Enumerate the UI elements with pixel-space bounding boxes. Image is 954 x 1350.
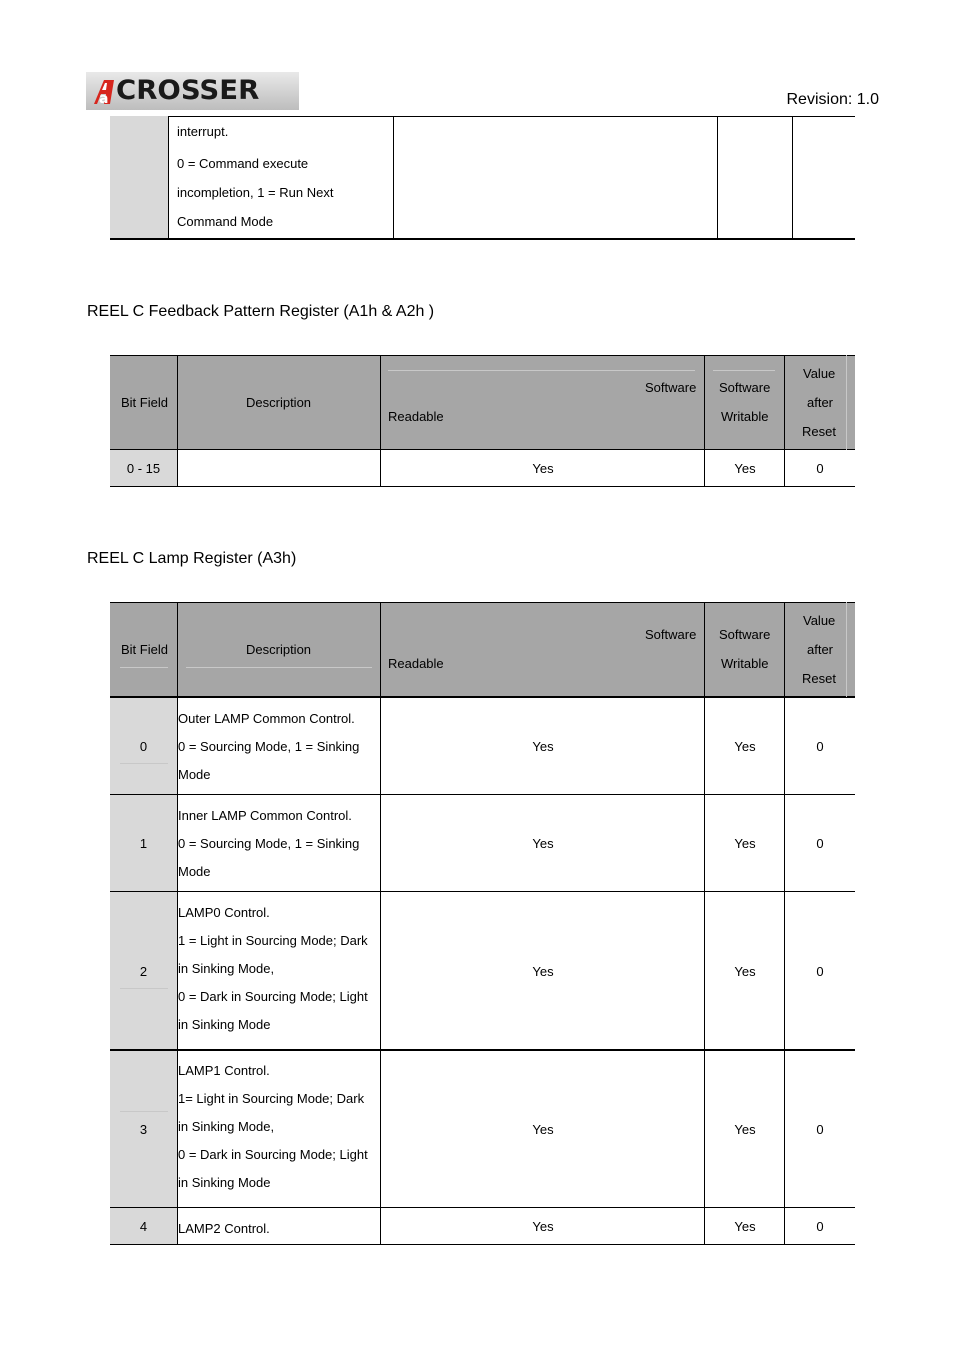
table-row [110, 892, 855, 1050]
header-description: Description [246, 642, 312, 657]
description-line: incompletion, 1 = Run Next [177, 185, 334, 200]
table-row [110, 1050, 855, 1208]
revision-label: Revision: 1.0 [786, 91, 879, 108]
header-reset: Reset [802, 424, 836, 439]
description-cell [178, 795, 380, 892]
table-header-row [110, 602, 855, 697]
bit-field-cell: 3 [110, 1050, 177, 1208]
feedback-register-table [110, 355, 855, 487]
brand-logo [86, 72, 299, 110]
svg-text:a: a [99, 91, 109, 107]
writable-cell: Yes [734, 1121, 756, 1137]
description-line: 0 = Dark in Sourcing Mode; Light [178, 1147, 368, 1162]
readable-cell: Yes [532, 1218, 554, 1234]
header-writable: Writable [721, 409, 769, 424]
bit-field-cell: 2 [110, 892, 177, 1050]
reset-value-cell: 0 [816, 836, 824, 851]
table-row [110, 795, 855, 892]
readable-cell: Yes [532, 1121, 554, 1137]
readable-cell: Yes [532, 739, 554, 754]
description-line: in Sinking Mode [178, 1017, 271, 1032]
readable-cell: Yes [532, 460, 554, 476]
description-cell [178, 1208, 380, 1244]
bit-field-cell: 0 - 15 [110, 450, 177, 486]
reset-value-cell: 0 [816, 1121, 824, 1137]
description-line: interrupt. [177, 124, 229, 139]
reset-value-cell: 0 [816, 1218, 824, 1234]
header-after: after [807, 395, 834, 410]
description-cell [169, 116, 393, 240]
header-readable: Readable [388, 409, 444, 424]
description-line: LAMP0 Control. [178, 905, 270, 920]
lamp-register-table [110, 602, 855, 1245]
table-header-row [110, 355, 855, 450]
description-line: Mode [178, 767, 211, 782]
description-line: LAMP1 Control. [178, 1063, 270, 1078]
section-title: REEL C Lamp Register (A3h) [87, 550, 297, 567]
description-cell [178, 1050, 380, 1208]
description-line: 0 = Sourcing Mode, 1 = Sinking [178, 739, 360, 754]
bit-field-cell [110, 116, 168, 240]
header-software: Software [645, 627, 697, 642]
header-software: Software [719, 627, 771, 642]
description-line: Inner LAMP Common Control. [178, 808, 352, 823]
bit-field-cell: 4 [110, 1208, 177, 1244]
description-cell [178, 698, 380, 795]
description-line: 0 = Sourcing Mode, 1 = Sinking [178, 836, 360, 851]
description-line: in Sinking Mode, [178, 961, 275, 976]
header-software: Software [645, 380, 697, 395]
table-row [110, 698, 855, 795]
header-bit-field: Bit Field [121, 395, 168, 410]
description-line: 1 = Light in Sourcing Mode; Dark [178, 933, 368, 948]
readable-cell: Yes [532, 963, 554, 979]
section-title: REEL C Feedback Pattern Register (A1h & A2h ) [87, 303, 435, 320]
description-line: LAMP2 Control. [178, 1221, 270, 1236]
header-readable: Readable [388, 656, 444, 671]
header-bit-field: Bit Field [121, 642, 168, 657]
writable-cell: Yes [734, 739, 756, 754]
continued-table [110, 116, 855, 240]
writable-cell: Yes [734, 460, 756, 476]
reset-value-cell: 0 [816, 739, 824, 754]
description-line: 0 = Dark in Sourcing Mode; Light [178, 989, 368, 1004]
description-line: Mode [178, 864, 211, 879]
header-reset: Reset [802, 671, 836, 686]
description-line: in Sinking Mode [178, 1175, 271, 1190]
table-row [110, 450, 855, 486]
reset-value-cell: 0 [816, 460, 824, 476]
header-description: Description [246, 395, 312, 410]
writable-cell: Yes [734, 963, 756, 979]
description-line: 0 = Command execute [177, 156, 309, 171]
bit-field-cell: 1 [110, 795, 177, 892]
writable-cell: Yes [734, 1218, 756, 1234]
description-line: Command Mode [177, 214, 274, 229]
description-cell [178, 892, 380, 1050]
bit-field-cell: 0 [110, 698, 177, 795]
header-software: Software [719, 380, 771, 395]
reset-value-cell: 0 [816, 963, 824, 979]
header-value: Value [803, 366, 836, 381]
description-line: Outer LAMP Common Control. [178, 711, 355, 726]
brand-name: CROSSER [116, 75, 260, 106]
header-value: Value [803, 613, 836, 628]
readable-cell: Yes [532, 836, 554, 851]
header-after: after [807, 642, 834, 657]
writable-cell: Yes [734, 836, 756, 851]
header-writable: Writable [721, 656, 769, 671]
description-line: 1= Light in Sourcing Mode; Dark [178, 1091, 365, 1106]
table-row [110, 1208, 855, 1244]
description-line: in Sinking Mode, [178, 1119, 275, 1134]
